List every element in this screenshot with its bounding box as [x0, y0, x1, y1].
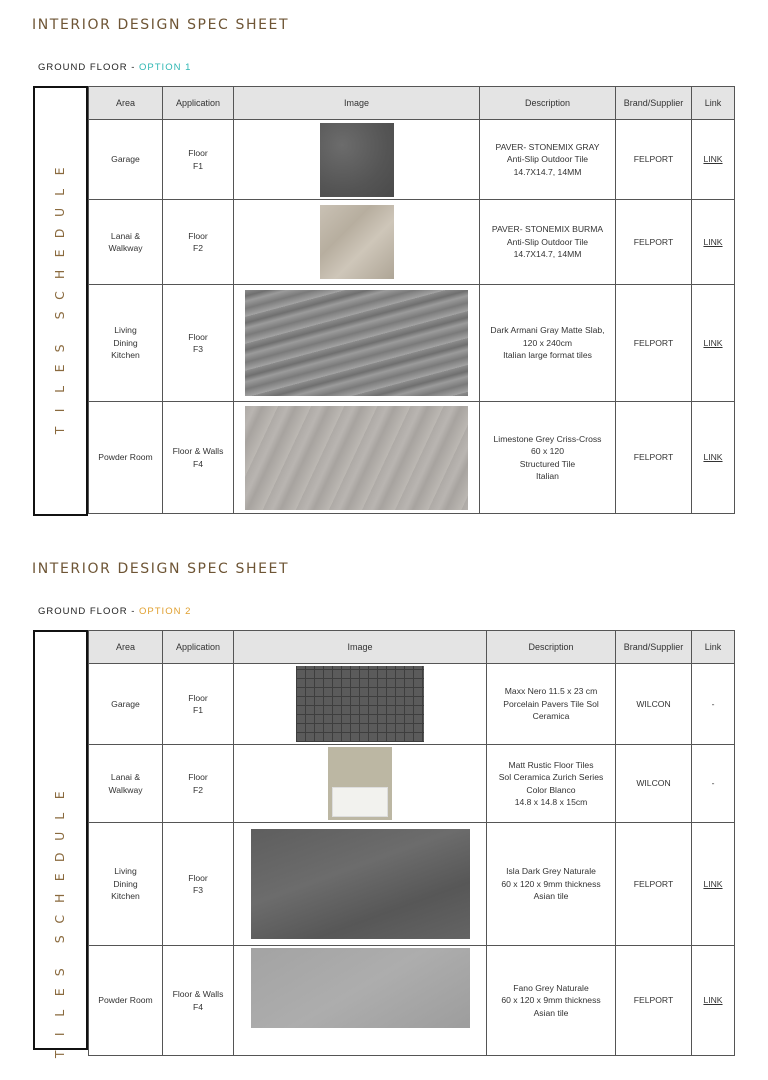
description-cell	[487, 946, 616, 1056]
floor-label	[38, 606, 191, 617]
cell-line: Limestone Grey Criss-Cross	[493, 433, 602, 444]
link-cell	[692, 200, 735, 285]
cell-line: 60 x 120	[531, 446, 564, 456]
link[interactable]: LINK	[703, 995, 723, 1006]
area-cell	[89, 664, 163, 745]
maxx-nero-paver-image	[296, 666, 424, 742]
description-cell	[487, 823, 616, 946]
brand-cell: WILCON	[616, 664, 692, 745]
cell-line: Anti-Slip Outdoor Tile	[506, 154, 589, 165]
cell-line: Dining	[113, 878, 138, 889]
brand-cell: WILCON	[616, 745, 692, 823]
armani-gray-slab-image	[245, 290, 468, 396]
tiles-schedule-table	[88, 86, 735, 514]
image-cell	[234, 120, 480, 200]
cell-line: Living	[114, 325, 137, 336]
cell-line: PAVER- STONEMIX BURMA	[491, 224, 604, 235]
cell-line: Walkway	[108, 243, 143, 253]
link-cell	[692, 823, 735, 946]
description-cell	[487, 745, 616, 823]
link-placeholder: -	[711, 698, 715, 709]
description-cell	[480, 120, 616, 200]
cell-line: Powder Room	[98, 452, 153, 463]
header-link: Link	[692, 87, 735, 120]
link-cell	[692, 285, 735, 402]
area-cell	[89, 200, 163, 285]
cell-line: Lanai &	[110, 772, 141, 782]
image-cell	[234, 664, 487, 745]
cell-line: F4	[192, 1001, 204, 1012]
fano-grey-tile-image	[251, 948, 470, 1028]
option-label: OPTION 2	[139, 606, 192, 617]
limestone-criss-cross-image	[245, 406, 468, 510]
header-brand-supplier: Brand/Supplier	[616, 631, 692, 664]
link[interactable]: LINK	[703, 236, 723, 247]
image-cell	[234, 946, 487, 1056]
isla-dark-grey-tile-image	[251, 829, 470, 939]
cell-line: Floor & Walls	[172, 446, 224, 456]
tiles-schedule-label-box	[33, 86, 88, 516]
cell-line: Structured Tile	[519, 458, 576, 469]
cell-line: F2	[192, 784, 204, 795]
link[interactable]: LINK	[703, 878, 723, 889]
table-header-row	[89, 87, 735, 120]
table-row	[89, 664, 735, 745]
floor-name: GROUND FLOOR -	[38, 62, 136, 73]
header-description: Description	[480, 87, 616, 120]
header-image: Image	[234, 87, 480, 120]
header-image: Image	[234, 631, 487, 664]
description-cell	[480, 402, 616, 514]
cell-line: Color Blanco	[526, 784, 576, 795]
cell-line: Garage	[111, 698, 140, 709]
brand-cell: FELPORT	[616, 200, 692, 285]
application-cell	[163, 664, 234, 745]
application-cell	[163, 200, 234, 285]
cell-line: F3	[192, 344, 204, 354]
image-cell	[234, 823, 487, 946]
image-cell	[234, 745, 487, 823]
table-row	[89, 402, 735, 514]
link-placeholder: -	[711, 778, 715, 789]
cell-line: Floor	[188, 872, 208, 883]
table-row	[89, 823, 735, 946]
application-cell	[163, 823, 234, 946]
cell-line: Floor & Walls	[172, 989, 224, 999]
image-cell	[234, 285, 480, 402]
header-description: Description	[487, 631, 616, 664]
tiles-schedule-table	[88, 630, 735, 1056]
table-header-row	[89, 631, 735, 664]
cell-line: Floor	[188, 230, 208, 241]
cell-line: F2	[192, 243, 204, 253]
brand-cell: FELPORT	[616, 946, 692, 1056]
cell-line: Asian tile	[533, 1007, 569, 1018]
cell-line: F4	[192, 458, 204, 469]
link-cell	[692, 745, 735, 823]
product-label-sticker	[332, 787, 388, 817]
area-cell	[89, 402, 163, 514]
cell-line: Kitchen	[111, 891, 140, 902]
tiles-schedule-label: E L U D E H C S S E L I T	[52, 791, 68, 1059]
cell-line: 14.7X14.7, 14MM	[513, 166, 582, 177]
application-cell	[163, 120, 234, 200]
zurich-blanco-tile-image	[328, 747, 392, 820]
link-cell	[692, 120, 735, 200]
header-application: Application	[163, 631, 234, 664]
brand-cell: FELPORT	[616, 285, 692, 402]
cell-line: Italian large format tiles	[503, 350, 592, 361]
link-cell	[692, 402, 735, 514]
cell-line: Italian	[536, 471, 559, 481]
area-cell	[89, 823, 163, 946]
cell-line: Isla Dark Grey Naturale	[506, 866, 596, 877]
application-cell	[163, 946, 234, 1056]
cell-line: Maxx Nero 11.5 x 23 cm	[504, 686, 598, 697]
table-row	[89, 200, 735, 285]
application-cell	[163, 402, 234, 514]
link-cell	[692, 664, 735, 745]
link-cell	[692, 946, 735, 1056]
cell-line: Anti-Slip Outdoor Tile	[506, 236, 589, 247]
cell-line: 60 x 120 x 9mm thickness	[501, 995, 601, 1006]
description-cell	[487, 664, 616, 745]
cell-line: Floor	[188, 148, 208, 158]
description-cell	[480, 285, 616, 402]
cell-line: Fano Grey Naturale	[513, 982, 589, 993]
link[interactable]: LINK	[703, 154, 723, 165]
sheet-title: INTERIOR DESIGN SPEC SHEET	[32, 17, 290, 33]
cell-line: Floor	[188, 772, 208, 782]
cell-line: 14.8 x 14.8 x 15cm	[514, 797, 588, 807]
cell-line: Sol Ceramica Zurich Series	[498, 772, 604, 782]
cell-line: Powder Room	[98, 995, 153, 1006]
application-cell	[163, 285, 234, 402]
cell-line: Living	[114, 866, 137, 877]
brand-cell: FELPORT	[616, 120, 692, 200]
cell-line: Porcelain Pavers Tile Sol	[503, 698, 599, 709]
cell-line: F1	[192, 705, 204, 715]
header-link: Link	[692, 631, 735, 664]
cell-line: 120 x 240cm	[522, 337, 573, 348]
table-row	[89, 285, 735, 402]
cell-line: Walkway	[108, 784, 143, 795]
tiles-schedule-label-box	[33, 630, 88, 1059]
brand-cell: FELPORT	[616, 402, 692, 514]
cell-line: PAVER- STONEMIX GRAY	[495, 141, 600, 152]
cell-line: Kitchen	[111, 350, 140, 361]
cell-line: 60 x 120 x 9mm thickness	[501, 878, 601, 889]
cell-line: Dining	[113, 337, 138, 348]
image-cell	[234, 200, 480, 285]
area-cell	[89, 946, 163, 1056]
link[interactable]: LINK	[703, 452, 723, 463]
image-cell	[234, 402, 480, 514]
cell-line: Garage	[111, 154, 140, 165]
area-cell	[89, 285, 163, 402]
area-cell	[89, 745, 163, 823]
header-brand-supplier: Brand/Supplier	[616, 87, 692, 120]
cell-line: Dark Armani Gray Matte Slab,	[490, 325, 605, 336]
description-cell	[480, 200, 616, 285]
table-row	[89, 745, 735, 823]
application-cell	[163, 745, 234, 823]
table-row	[89, 120, 735, 200]
option-label: OPTION 1	[139, 62, 192, 73]
area-cell	[89, 120, 163, 200]
cell-line: Ceramica	[532, 711, 570, 722]
floor-label	[38, 62, 191, 73]
cell-line: Floor	[188, 331, 208, 342]
table-row	[89, 946, 735, 1056]
tiles-schedule-label: E L U D E H C S S E L I T	[52, 167, 68, 435]
cell-line: Lanai &	[110, 230, 141, 241]
header-application: Application	[163, 87, 234, 120]
stonemix-gray-tile-image	[320, 123, 394, 197]
header-area: Area	[89, 87, 163, 120]
cell-line: Floor	[188, 692, 208, 703]
cell-line: Asian tile	[533, 891, 569, 902]
cell-line: F3	[192, 885, 204, 895]
sheet-title: INTERIOR DESIGN SPEC SHEET	[32, 561, 290, 577]
header-area: Area	[89, 631, 163, 664]
link[interactable]: LINK	[703, 337, 723, 348]
floor-name: GROUND FLOOR -	[38, 606, 136, 617]
brand-cell: FELPORT	[616, 823, 692, 946]
cell-line: 14.7X14.7, 14MM	[513, 249, 582, 260]
cell-line: Matt Rustic Floor Tiles	[508, 759, 594, 770]
cell-line: F1	[192, 160, 204, 171]
stonemix-burma-tile-image	[320, 205, 394, 279]
